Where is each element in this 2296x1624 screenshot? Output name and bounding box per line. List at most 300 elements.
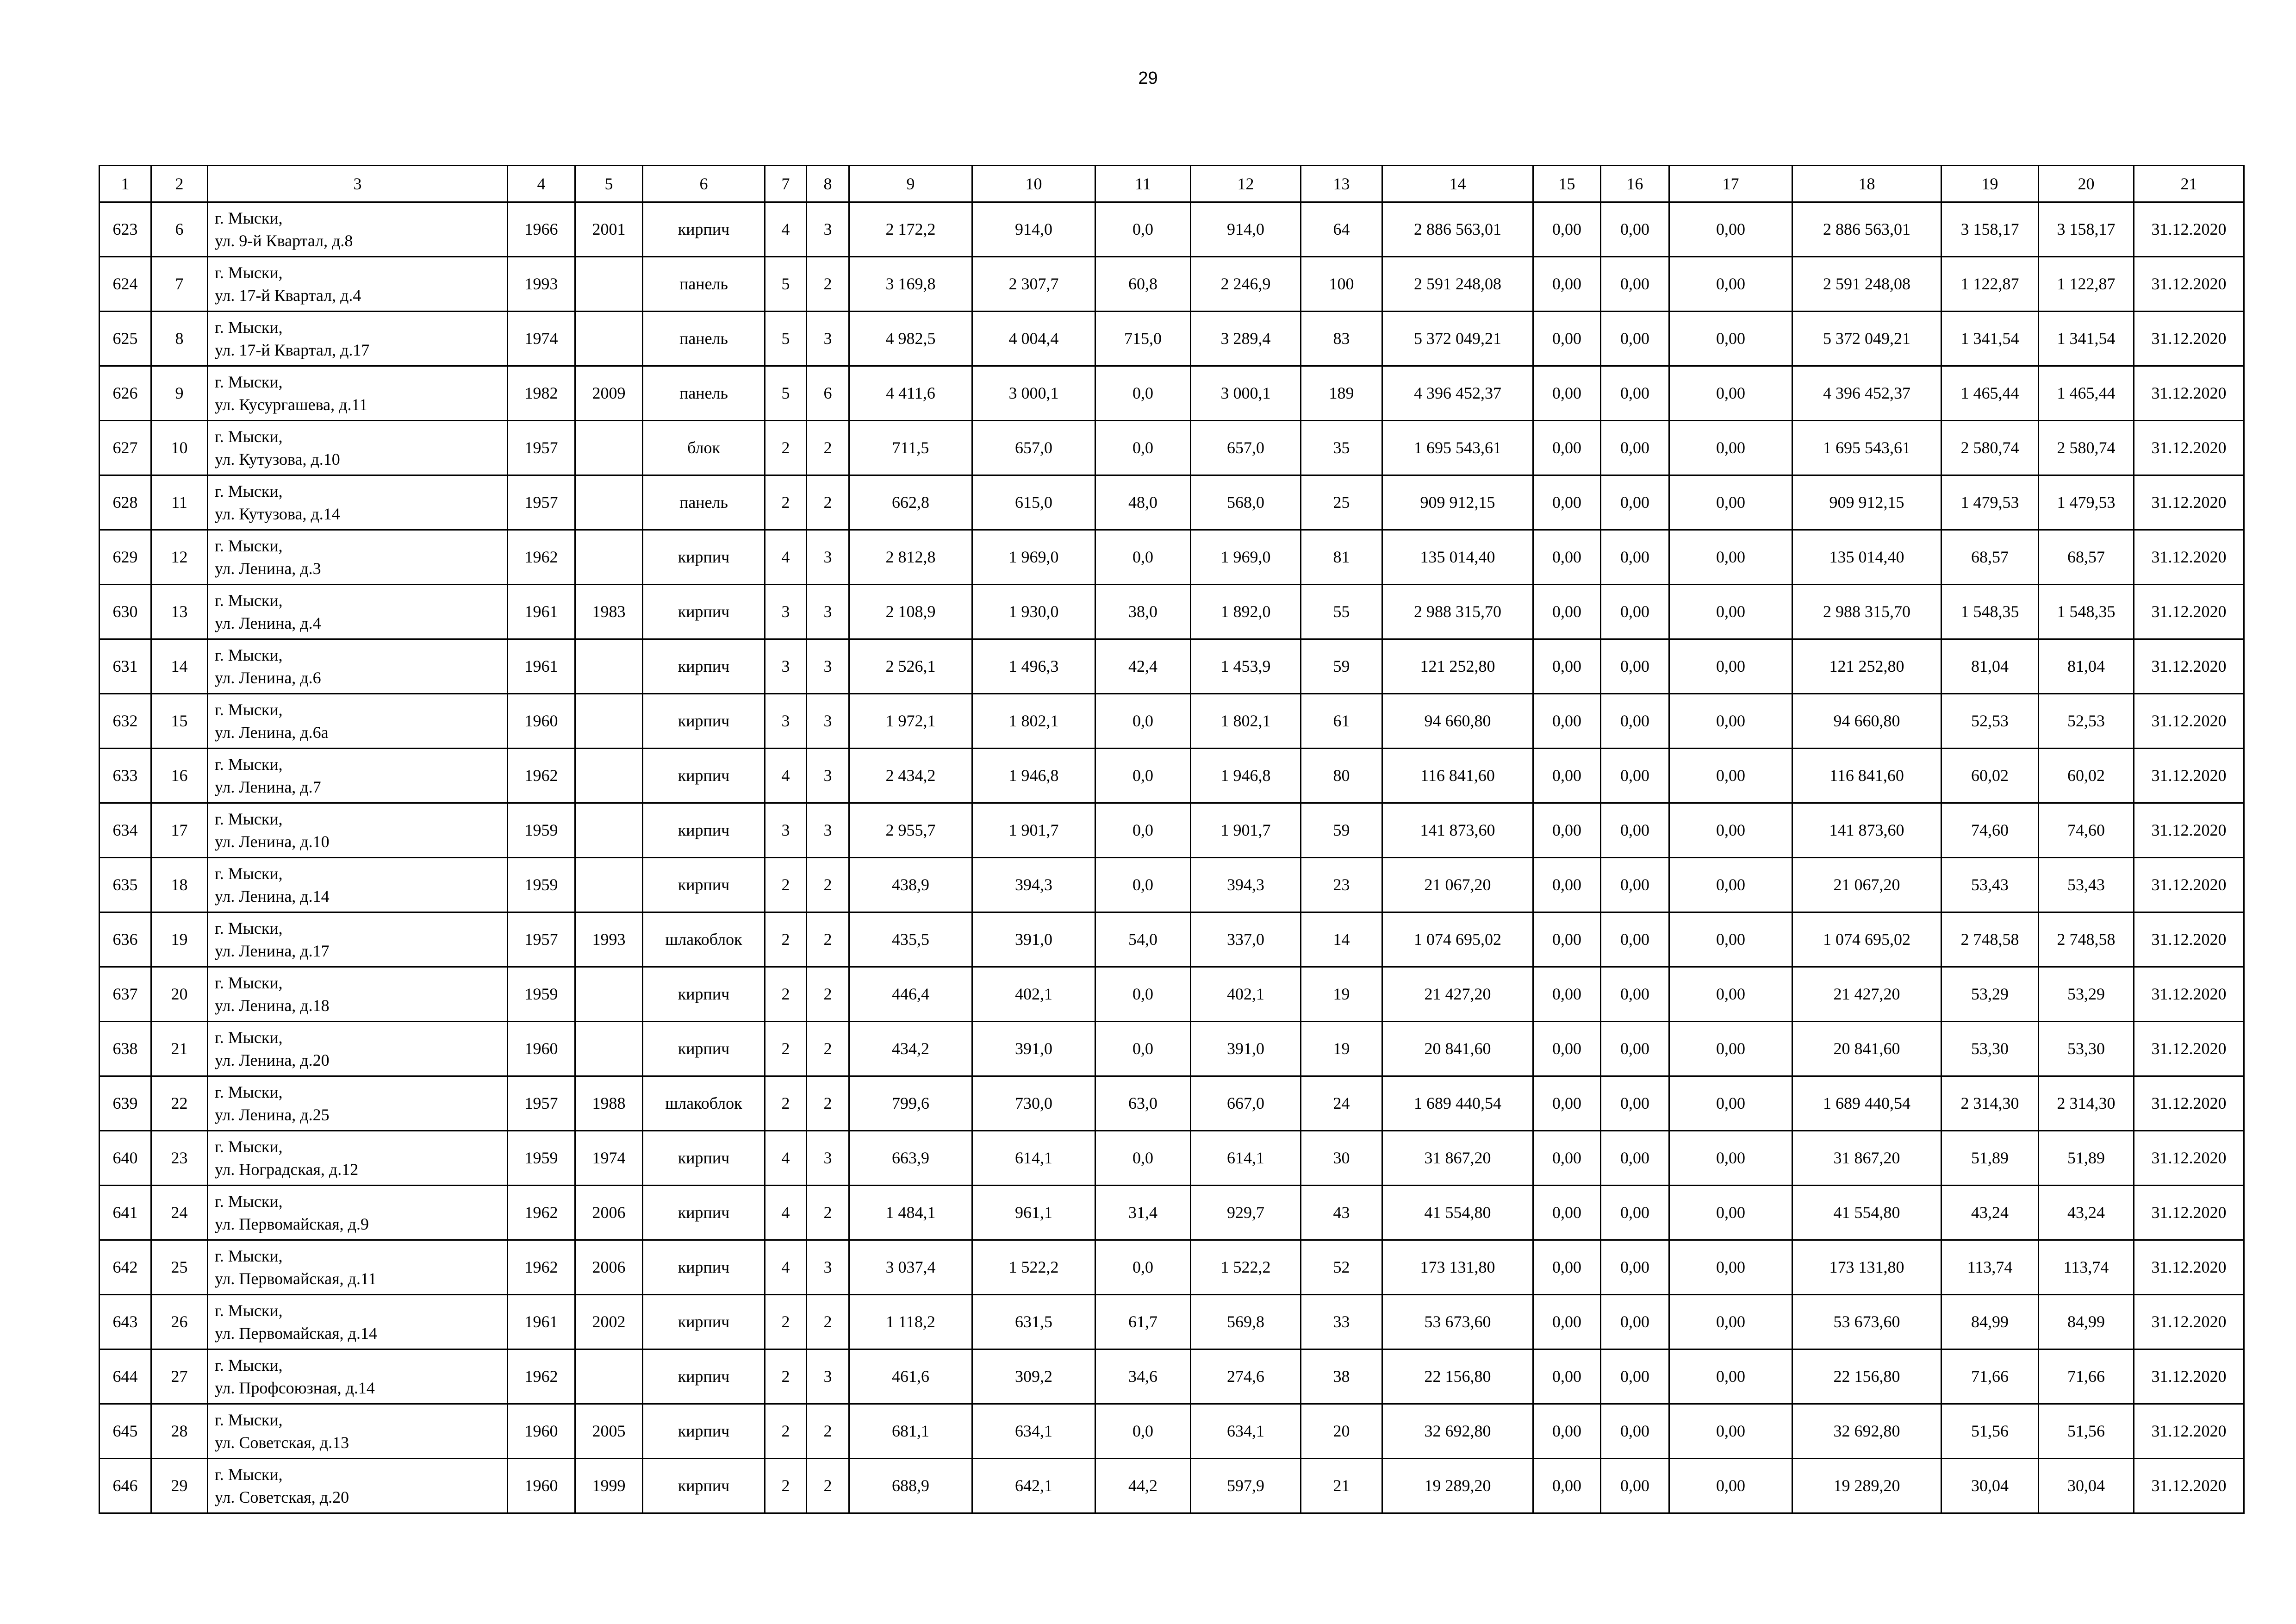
cell-col-8: 2	[807, 257, 849, 312]
cell-col-1: 639	[100, 1076, 151, 1131]
cell-col-18: 2 591 248,08	[1792, 257, 1941, 312]
cell-col-12: 1 522,2	[1191, 1240, 1301, 1295]
address-city: г. Мыски,	[215, 1355, 283, 1374]
cell-col-17: 0,00	[1669, 257, 1792, 312]
cell-col-16: 0,00	[1601, 530, 1669, 585]
table-body	[100, 202, 2244, 1513]
cell-col-5	[575, 803, 643, 858]
cell-col-9: 1 484,1	[849, 1186, 972, 1240]
cell-col-4: 1993	[508, 257, 575, 312]
cell-col-17: 0,00	[1669, 1076, 1792, 1131]
cell-col-20: 2 748,58	[2039, 912, 2134, 967]
address-cell	[208, 1295, 508, 1349]
address-cell	[208, 530, 508, 585]
cell-col-13: 19	[1301, 967, 1382, 1022]
cell-col-9: 461,6	[849, 1349, 972, 1404]
cell-col-11: 0,0	[1095, 694, 1191, 749]
address-street: ул. Ленина, д.3	[215, 559, 321, 578]
cell-col-1: 623	[100, 202, 151, 257]
cell-col-8: 3	[807, 312, 849, 366]
header-cell: 17	[1669, 166, 1792, 202]
cell-col-6: панель	[643, 312, 765, 366]
address-city: г. Мыски,	[215, 918, 283, 937]
cell-col-20: 2 580,74	[2039, 421, 2134, 475]
cell-col-14: 1 689 440,54	[1382, 1076, 1533, 1131]
header-cell: 18	[1792, 166, 1941, 202]
cell-col-4: 1957	[508, 912, 575, 967]
cell-col-21: 31.12.2020	[2134, 257, 2244, 312]
cell-col-13: 30	[1301, 1131, 1382, 1186]
cell-col-20: 3 158,17	[2039, 202, 2134, 257]
cell-col-15: 0,00	[1533, 749, 1601, 803]
cell-col-19: 51,56	[1941, 1404, 2039, 1459]
cell-col-8: 2	[807, 1459, 849, 1513]
header-cell: 3	[208, 166, 508, 202]
cell-col-5	[575, 1349, 643, 1404]
cell-col-8: 3	[807, 1131, 849, 1186]
cell-col-4: 1962	[508, 1349, 575, 1404]
cell-col-11: 54,0	[1095, 912, 1191, 967]
cell-col-12: 1 892,0	[1191, 585, 1301, 639]
cell-col-1: 628	[100, 475, 151, 530]
address-city: г. Мыски,	[215, 318, 283, 337]
cell-col-4: 1962	[508, 530, 575, 585]
address-street: ул. Ленина, д.6	[215, 668, 321, 687]
table-row	[100, 312, 2244, 366]
cell-col-11: 61,7	[1095, 1295, 1191, 1349]
cell-col-18: 173 131,80	[1792, 1240, 1941, 1295]
cell-col-4: 1959	[508, 858, 575, 912]
cell-col-4: 1957	[508, 475, 575, 530]
cell-col-13: 25	[1301, 475, 1382, 530]
cell-col-11: 0,0	[1095, 1131, 1191, 1186]
cell-col-18: 2 988 315,70	[1792, 585, 1941, 639]
cell-col-7: 2	[765, 421, 807, 475]
cell-col-12: 402,1	[1191, 967, 1301, 1022]
cell-col-12: 568,0	[1191, 475, 1301, 530]
address-city: г. Мыски,	[215, 864, 283, 883]
cell-col-14: 2 886 563,01	[1382, 202, 1533, 257]
cell-col-21: 31.12.2020	[2134, 202, 2244, 257]
cell-col-10: 1 969,0	[972, 530, 1095, 585]
cell-col-6: кирпич	[643, 639, 765, 694]
cell-col-19: 81,04	[1941, 639, 2039, 694]
cell-col-18: 31 867,20	[1792, 1131, 1941, 1186]
cell-col-10: 1 522,2	[972, 1240, 1095, 1295]
cell-col-13: 64	[1301, 202, 1382, 257]
cell-col-7: 4	[765, 1240, 807, 1295]
cell-col-1: 644	[100, 1349, 151, 1404]
cell-col-19: 113,74	[1941, 1240, 2039, 1295]
cell-col-18: 53 673,60	[1792, 1295, 1941, 1349]
header-cell: 12	[1191, 166, 1301, 202]
cell-col-15: 0,00	[1533, 1186, 1601, 1240]
cell-col-19: 74,60	[1941, 803, 2039, 858]
address-street: ул. Ленина, д.4	[215, 613, 321, 632]
cell-col-20: 30,04	[2039, 1459, 2134, 1513]
address-city: г. Мыски,	[215, 973, 283, 992]
cell-col-16: 0,00	[1601, 1186, 1669, 1240]
cell-col-4: 1966	[508, 202, 575, 257]
cell-col-8: 2	[807, 858, 849, 912]
address-cell	[208, 803, 508, 858]
cell-col-9: 1 972,1	[849, 694, 972, 749]
address-cell	[208, 694, 508, 749]
cell-col-5: 1983	[575, 585, 643, 639]
cell-col-8: 2	[807, 1076, 849, 1131]
table-row	[100, 858, 2244, 912]
cell-col-18: 1 689 440,54	[1792, 1076, 1941, 1131]
cell-col-16: 0,00	[1601, 1459, 1669, 1513]
cell-col-4: 1959	[508, 967, 575, 1022]
header-cell: 20	[2039, 166, 2134, 202]
cell-col-16: 0,00	[1601, 912, 1669, 967]
cell-col-17: 0,00	[1669, 1459, 1792, 1513]
cell-col-16: 0,00	[1601, 1076, 1669, 1131]
cell-col-12: 634,1	[1191, 1404, 1301, 1459]
cell-col-20: 1 548,35	[2039, 585, 2134, 639]
cell-col-12: 914,0	[1191, 202, 1301, 257]
cell-col-19: 53,29	[1941, 967, 2039, 1022]
cell-col-6: панель	[643, 257, 765, 312]
cell-col-18: 19 289,20	[1792, 1459, 1941, 1513]
address-city: г. Мыски,	[215, 208, 283, 227]
address-cell	[208, 202, 508, 257]
cell-col-1: 627	[100, 421, 151, 475]
address-cell	[208, 366, 508, 421]
cell-col-17: 0,00	[1669, 1404, 1792, 1459]
cell-col-18: 4 396 452,37	[1792, 366, 1941, 421]
header-cell: 9	[849, 166, 972, 202]
cell-col-11: 38,0	[1095, 585, 1191, 639]
cell-col-1: 646	[100, 1459, 151, 1513]
address-street: ул. Первомайская, д.9	[215, 1214, 369, 1233]
cell-col-11: 60,8	[1095, 257, 1191, 312]
cell-col-12: 1 946,8	[1191, 749, 1301, 803]
cell-col-2: 27	[151, 1349, 208, 1404]
cell-col-9: 4 411,6	[849, 366, 972, 421]
address-cell	[208, 257, 508, 312]
address-cell	[208, 858, 508, 912]
cell-col-17: 0,00	[1669, 366, 1792, 421]
cell-col-14: 22 156,80	[1382, 1349, 1533, 1404]
cell-col-16: 0,00	[1601, 202, 1669, 257]
cell-col-4: 1959	[508, 803, 575, 858]
cell-col-21: 31.12.2020	[2134, 858, 2244, 912]
cell-col-14: 909 912,15	[1382, 475, 1533, 530]
cell-col-13: 14	[1301, 912, 1382, 967]
cell-col-2: 26	[151, 1295, 208, 1349]
cell-col-5	[575, 858, 643, 912]
cell-col-11: 42,4	[1095, 639, 1191, 694]
cell-col-13: 83	[1301, 312, 1382, 366]
cell-col-9: 681,1	[849, 1404, 972, 1459]
cell-col-2: 29	[151, 1459, 208, 1513]
cell-col-19: 2 748,58	[1941, 912, 2039, 967]
cell-col-21: 31.12.2020	[2134, 749, 2244, 803]
table-row	[100, 749, 2244, 803]
cell-col-20: 53,29	[2039, 967, 2134, 1022]
cell-col-5: 2002	[575, 1295, 643, 1349]
cell-col-4: 1961	[508, 585, 575, 639]
cell-col-2: 28	[151, 1404, 208, 1459]
cell-col-11: 0,0	[1095, 967, 1191, 1022]
cell-col-15: 0,00	[1533, 475, 1601, 530]
cell-col-5	[575, 312, 643, 366]
cell-col-9: 688,9	[849, 1459, 972, 1513]
cell-col-15: 0,00	[1533, 585, 1601, 639]
table-row	[100, 1131, 2244, 1186]
cell-col-16: 0,00	[1601, 858, 1669, 912]
cell-col-21: 31.12.2020	[2134, 530, 2244, 585]
cell-col-13: 19	[1301, 1022, 1382, 1076]
cell-col-10: 614,1	[972, 1131, 1095, 1186]
cell-col-18: 116 841,60	[1792, 749, 1941, 803]
cell-col-5: 2009	[575, 366, 643, 421]
address-cell	[208, 312, 508, 366]
cell-col-20: 84,99	[2039, 1295, 2134, 1349]
cell-col-17: 0,00	[1669, 1186, 1792, 1240]
address-cell	[208, 749, 508, 803]
cell-col-20: 43,24	[2039, 1186, 2134, 1240]
table-row	[100, 1459, 2244, 1513]
cell-col-17: 0,00	[1669, 312, 1792, 366]
cell-col-20: 60,02	[2039, 749, 2134, 803]
cell-col-20: 1 122,87	[2039, 257, 2134, 312]
address-city: г. Мыски,	[215, 372, 283, 391]
cell-col-13: 43	[1301, 1186, 1382, 1240]
cell-col-7: 4	[765, 1131, 807, 1186]
cell-col-12: 1 901,7	[1191, 803, 1301, 858]
address-street: ул. Кусургашева, д.11	[215, 395, 368, 414]
cell-col-21: 31.12.2020	[2134, 1076, 2244, 1131]
cell-col-4: 1961	[508, 1295, 575, 1349]
table-row	[100, 1240, 2244, 1295]
cell-col-10: 2 307,7	[972, 257, 1095, 312]
cell-col-20: 2 314,30	[2039, 1076, 2134, 1131]
cell-col-17: 0,00	[1669, 421, 1792, 475]
cell-col-20: 1 479,53	[2039, 475, 2134, 530]
address-street: ул. Первомайская, д.14	[215, 1324, 377, 1343]
cell-col-6: панель	[643, 475, 765, 530]
cell-col-21: 31.12.2020	[2134, 366, 2244, 421]
cell-col-21: 31.12.2020	[2134, 1022, 2244, 1076]
cell-col-14: 94 660,80	[1382, 694, 1533, 749]
cell-col-1: 642	[100, 1240, 151, 1295]
cell-col-8: 3	[807, 202, 849, 257]
cell-col-21: 31.12.2020	[2134, 1240, 2244, 1295]
cell-col-17: 0,00	[1669, 1022, 1792, 1076]
address-street: ул. Ленина, д.20	[215, 1050, 330, 1069]
cell-col-5: 2001	[575, 202, 643, 257]
cell-col-14: 21 067,20	[1382, 858, 1533, 912]
cell-col-14: 135 014,40	[1382, 530, 1533, 585]
address-cell	[208, 585, 508, 639]
cell-col-4: 1957	[508, 421, 575, 475]
cell-col-8: 3	[807, 749, 849, 803]
cell-col-17: 0,00	[1669, 858, 1792, 912]
page-number: 29	[1138, 69, 1158, 88]
cell-col-17: 0,00	[1669, 967, 1792, 1022]
cell-col-10: 657,0	[972, 421, 1095, 475]
cell-col-20: 81,04	[2039, 639, 2134, 694]
cell-col-18: 94 660,80	[1792, 694, 1941, 749]
cell-col-7: 3	[765, 803, 807, 858]
cell-col-14: 53 673,60	[1382, 1295, 1533, 1349]
cell-col-7: 2	[765, 1459, 807, 1513]
cell-col-15: 0,00	[1533, 858, 1601, 912]
address-city: г. Мыски,	[215, 755, 283, 774]
cell-col-11: 0,0	[1095, 1404, 1191, 1459]
cell-col-11: 44,2	[1095, 1459, 1191, 1513]
address-city: г. Мыски,	[215, 1410, 283, 1429]
cell-col-16: 0,00	[1601, 1131, 1669, 1186]
cell-col-19: 2 580,74	[1941, 421, 2039, 475]
cell-col-21: 31.12.2020	[2134, 1349, 2244, 1404]
cell-col-2: 19	[151, 912, 208, 967]
cell-col-13: 33	[1301, 1295, 1382, 1349]
cell-col-11: 48,0	[1095, 475, 1191, 530]
cell-col-7: 2	[765, 858, 807, 912]
cell-col-6: кирпич	[643, 1131, 765, 1186]
address-city: г. Мыски,	[215, 481, 283, 500]
cell-col-4: 1974	[508, 312, 575, 366]
cell-col-19: 1 341,54	[1941, 312, 2039, 366]
cell-col-14: 31 867,20	[1382, 1131, 1533, 1186]
address-city: г. Мыски,	[215, 263, 283, 282]
cell-col-11: 31,4	[1095, 1186, 1191, 1240]
cell-col-8: 2	[807, 421, 849, 475]
cell-col-8: 2	[807, 1022, 849, 1076]
cell-col-2: 20	[151, 967, 208, 1022]
cell-col-17: 0,00	[1669, 1295, 1792, 1349]
address-cell	[208, 1349, 508, 1404]
cell-col-19: 43,24	[1941, 1186, 2039, 1240]
address-street: ул. Ленина, д.10	[215, 832, 330, 851]
cell-col-16: 0,00	[1601, 967, 1669, 1022]
cell-col-5: 1988	[575, 1076, 643, 1131]
cell-col-4: 1962	[508, 1186, 575, 1240]
cell-col-13: 38	[1301, 1349, 1382, 1404]
cell-col-2: 9	[151, 366, 208, 421]
cell-col-5: 2006	[575, 1186, 643, 1240]
cell-col-19: 68,57	[1941, 530, 2039, 585]
cell-col-8: 2	[807, 1186, 849, 1240]
cell-col-20: 71,66	[2039, 1349, 2134, 1404]
cell-col-1: 641	[100, 1186, 151, 1240]
cell-col-2: 14	[151, 639, 208, 694]
cell-col-6: кирпич	[643, 1240, 765, 1295]
cell-col-17: 0,00	[1669, 639, 1792, 694]
cell-col-7: 2	[765, 1022, 807, 1076]
cell-col-5	[575, 475, 643, 530]
cell-col-21: 31.12.2020	[2134, 1295, 2244, 1349]
cell-col-21: 31.12.2020	[2134, 421, 2244, 475]
header-cell: 6	[643, 166, 765, 202]
cell-col-7: 2	[765, 1349, 807, 1404]
address-city: г. Мыски,	[215, 427, 283, 446]
address-city: г. Мыски,	[215, 700, 283, 719]
cell-col-6: кирпич	[643, 694, 765, 749]
cell-col-10: 394,3	[972, 858, 1095, 912]
cell-col-15: 0,00	[1533, 1240, 1601, 1295]
cell-col-13: 52	[1301, 1240, 1382, 1295]
cell-col-7: 2	[765, 1295, 807, 1349]
cell-col-19: 52,53	[1941, 694, 2039, 749]
cell-col-6: кирпич	[643, 749, 765, 803]
address-cell	[208, 421, 508, 475]
header-cell: 14	[1382, 166, 1533, 202]
cell-col-15: 0,00	[1533, 1349, 1601, 1404]
cell-col-13: 189	[1301, 366, 1382, 421]
cell-col-4: 1960	[508, 1459, 575, 1513]
cell-col-1: 635	[100, 858, 151, 912]
cell-col-9: 3 037,4	[849, 1240, 972, 1295]
cell-col-2: 18	[151, 858, 208, 912]
cell-col-10: 391,0	[972, 1022, 1095, 1076]
cell-col-17: 0,00	[1669, 1131, 1792, 1186]
cell-col-7: 5	[765, 312, 807, 366]
cell-col-13: 21	[1301, 1459, 1382, 1513]
table-row	[100, 257, 2244, 312]
address-street: ул. Советская, д.20	[215, 1487, 349, 1506]
cell-col-8: 3	[807, 1349, 849, 1404]
cell-col-7: 2	[765, 912, 807, 967]
cell-col-17: 0,00	[1669, 475, 1792, 530]
cell-col-8: 3	[807, 803, 849, 858]
cell-col-12: 3 000,1	[1191, 366, 1301, 421]
cell-col-19: 84,99	[1941, 1295, 2039, 1349]
cell-col-19: 2 314,30	[1941, 1076, 2039, 1131]
cell-col-12: 274,6	[1191, 1349, 1301, 1404]
header-cell: 10	[972, 166, 1095, 202]
cell-col-21: 31.12.2020	[2134, 639, 2244, 694]
cell-col-4: 1957	[508, 1076, 575, 1131]
header-cell: 19	[1941, 166, 2039, 202]
cell-col-9: 1 118,2	[849, 1295, 972, 1349]
cell-col-12: 1 453,9	[1191, 639, 1301, 694]
cell-col-11: 0,0	[1095, 421, 1191, 475]
address-city: г. Мыски,	[215, 1301, 283, 1320]
cell-col-15: 0,00	[1533, 1076, 1601, 1131]
cell-col-19: 53,43	[1941, 858, 2039, 912]
cell-col-14: 1 074 695,02	[1382, 912, 1533, 967]
cell-col-9: 2 108,9	[849, 585, 972, 639]
address-street: ул. Первомайская, д.11	[215, 1269, 377, 1288]
cell-col-14: 32 692,80	[1382, 1404, 1533, 1459]
cell-col-10: 615,0	[972, 475, 1095, 530]
cell-col-15: 0,00	[1533, 312, 1601, 366]
address-city: г. Мыски,	[215, 1137, 283, 1156]
table-row	[100, 1186, 2244, 1240]
cell-col-21: 31.12.2020	[2134, 312, 2244, 366]
cell-col-6: кирпич	[643, 202, 765, 257]
cell-col-13: 61	[1301, 694, 1382, 749]
cell-col-5	[575, 1022, 643, 1076]
cell-col-11: 0,0	[1095, 366, 1191, 421]
cell-col-18: 20 841,60	[1792, 1022, 1941, 1076]
cell-col-8: 3	[807, 530, 849, 585]
cell-col-2: 6	[151, 202, 208, 257]
cell-col-21: 31.12.2020	[2134, 1404, 2244, 1459]
table-row	[100, 694, 2244, 749]
cell-col-18: 135 014,40	[1792, 530, 1941, 585]
cell-col-19: 1 122,87	[1941, 257, 2039, 312]
cell-col-14: 41 554,80	[1382, 1186, 1533, 1240]
cell-col-1: 633	[100, 749, 151, 803]
header-cell: 15	[1533, 166, 1601, 202]
address-city: г. Мыски,	[215, 1246, 283, 1265]
